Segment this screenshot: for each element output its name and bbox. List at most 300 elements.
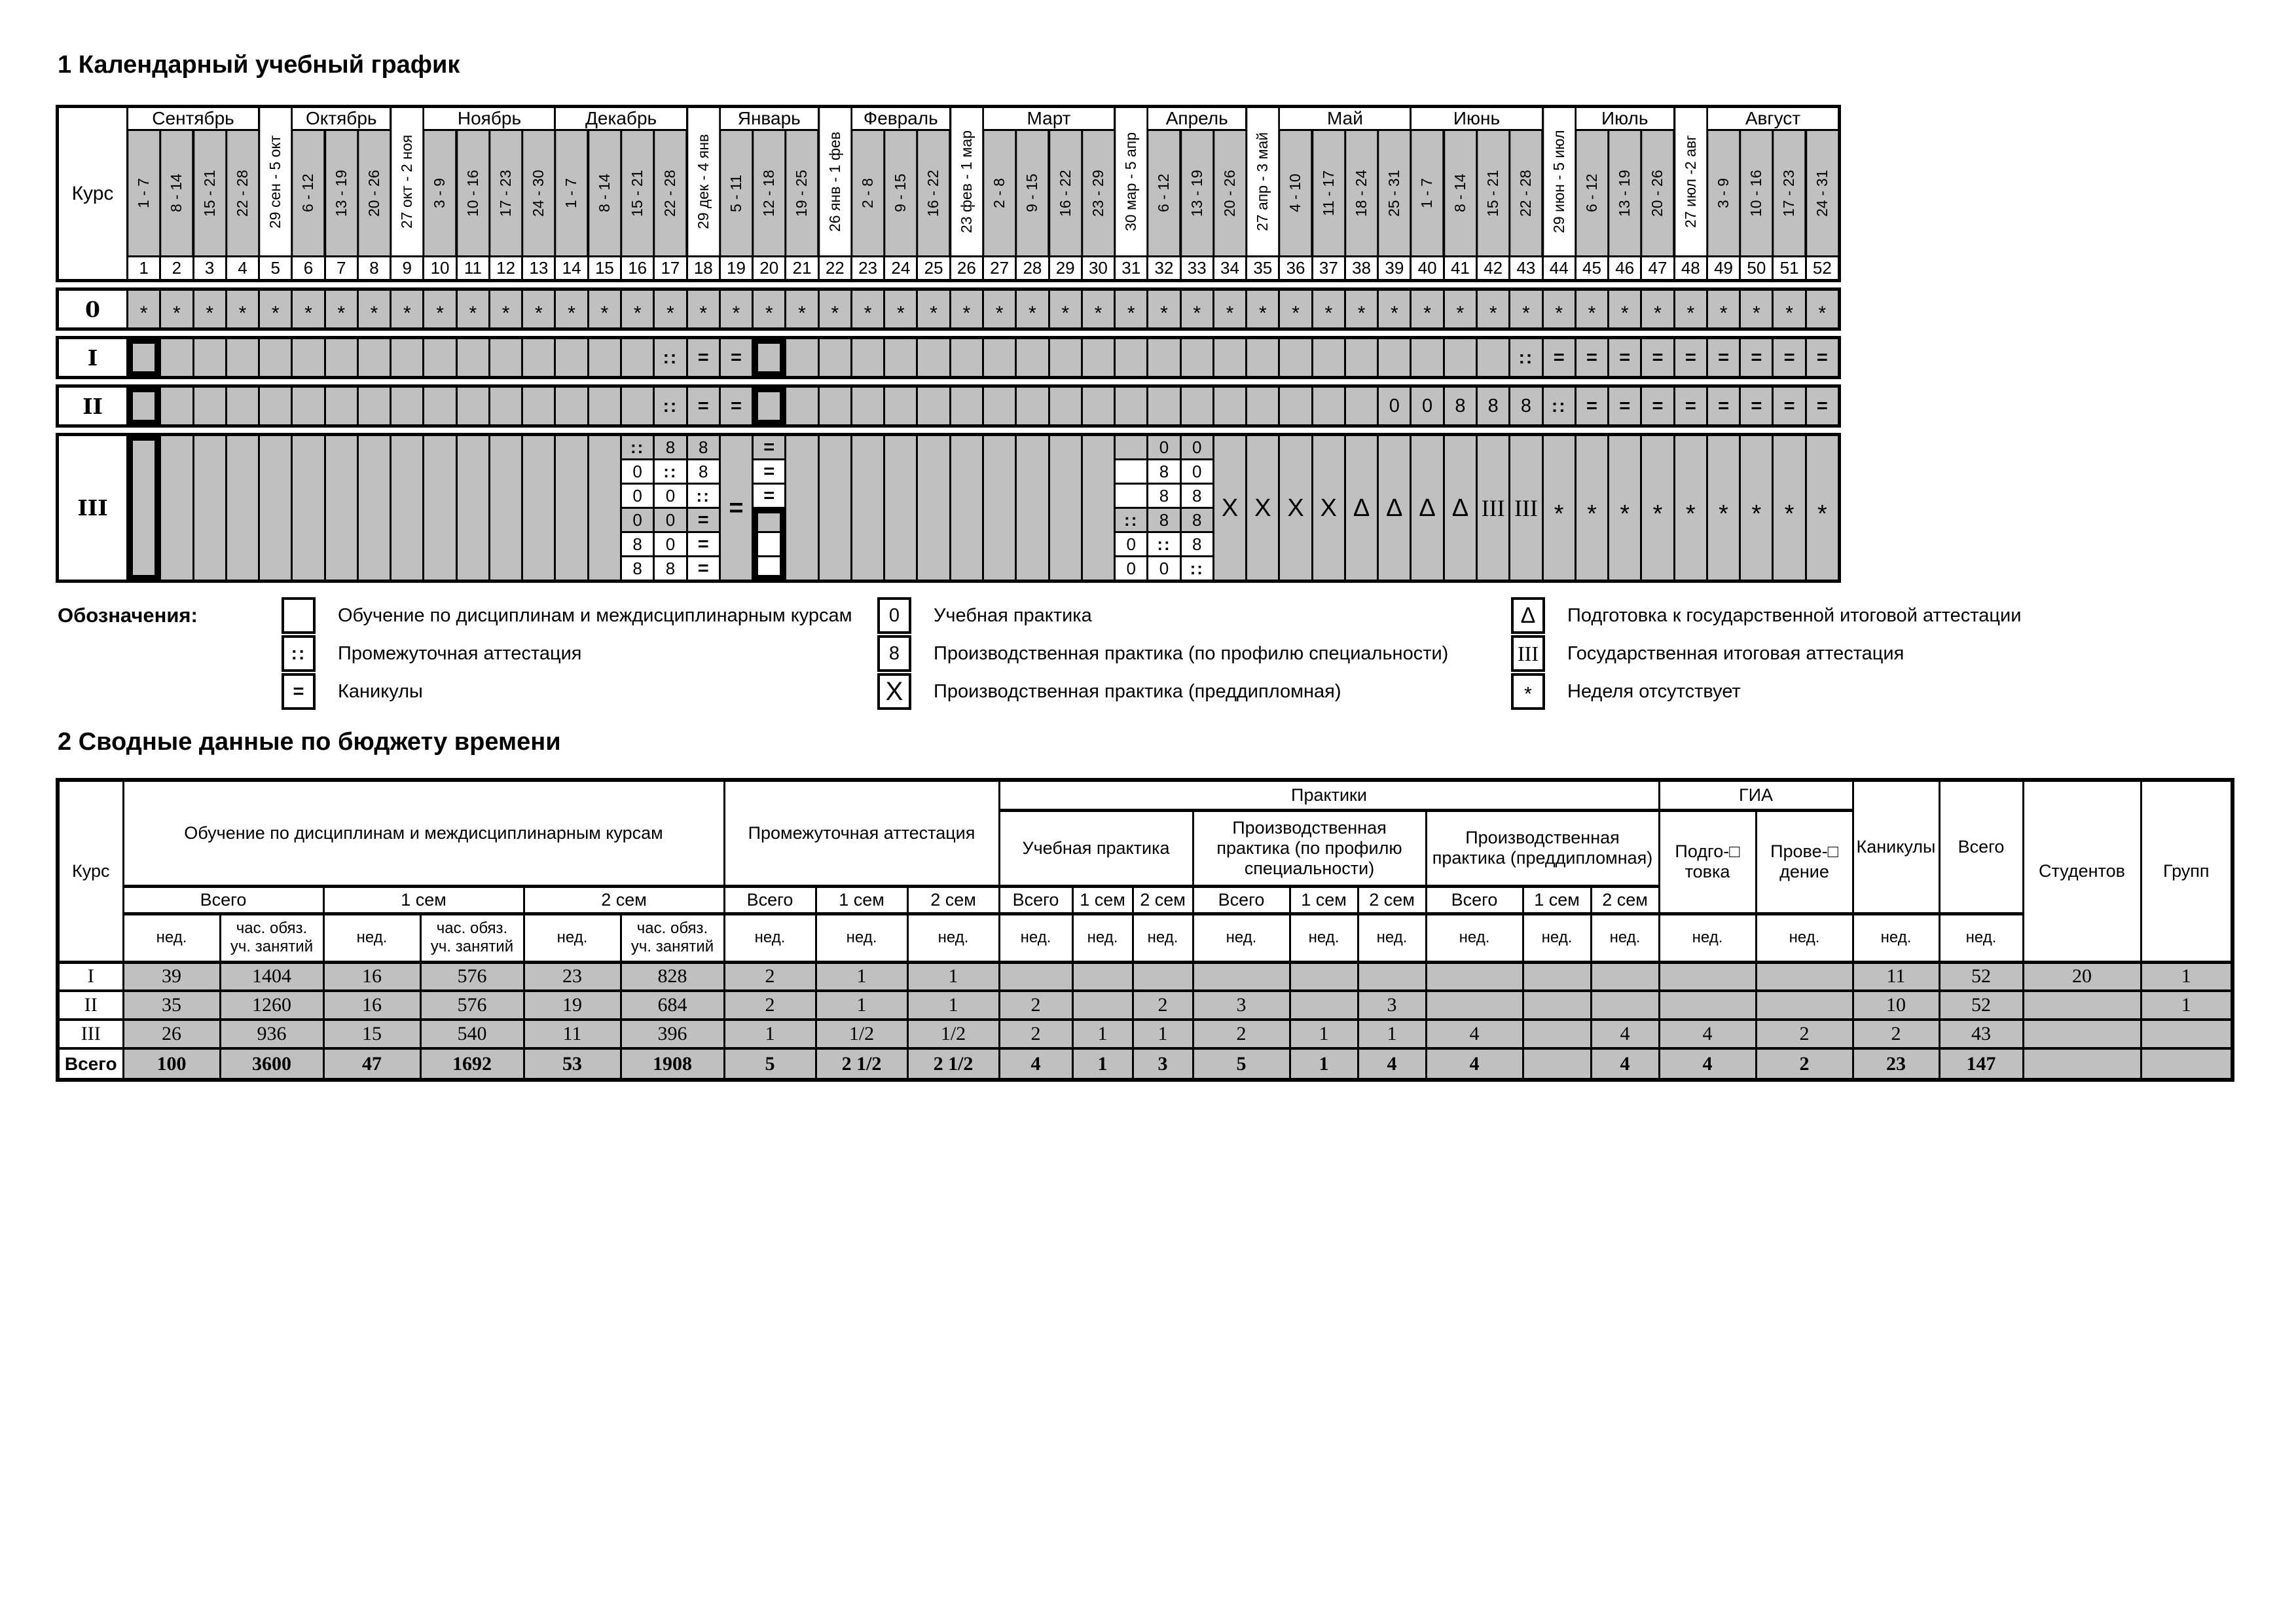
week-cell [1247,291,1278,327]
week-number: 17 [655,257,685,279]
calendar-table [56,105,1841,583]
week-cell [1807,436,1838,580]
section-title-calendar: 1 Календарный учебный график [58,51,460,79]
week-number: 50 [1741,257,1772,279]
week-symbol: * [1061,303,1069,325]
week-cell [1379,291,1410,327]
summary-value-cell: 16 [323,962,420,991]
summary-value-cell: 2 [1756,1020,1853,1048]
week-cell [1017,388,1048,424]
summary-value-cell: 52 [1939,991,2023,1020]
week-cell [688,460,719,483]
week-cell [128,339,159,376]
summary-value-cell: 4 [1659,1020,1756,1048]
week-symbol: * [1587,500,1597,528]
legend-label: Каникулы [338,680,423,702]
summary-value-cell: 4 [1591,1048,1659,1080]
week-cell [523,339,554,376]
week-cell [424,436,455,580]
summary-header-cell: нед. [1072,913,1133,962]
week-cell [227,291,258,327]
month-header: Январь [721,108,818,129]
week-cell [1346,388,1377,424]
week-symbol: = [1718,395,1730,416]
week-cell [490,436,521,580]
summary-value-cell: 1 [2141,991,2232,1020]
week-number: 42 [1478,257,1508,279]
week-number: 38 [1346,257,1377,279]
summary-value-cell: 1 [1072,1020,1133,1048]
week-symbol: * [1719,500,1728,528]
summary-value-cell: 5 [724,1048,816,1080]
week-number: 48 [1675,257,1706,279]
week-symbol: * [1292,303,1300,325]
week-cell [1050,339,1081,376]
week-cell [589,436,620,580]
summary-value-cell [1523,991,1591,1020]
week-cell [523,436,554,580]
summary-value-cell [1756,962,1853,991]
week-dates: 2 - 8 [852,131,883,255]
week-cell [1148,485,1179,507]
week-symbol: * [469,303,477,325]
week-cell [984,339,1015,376]
week-symbol: 0 [632,462,642,481]
week-cell [194,436,225,580]
summary-value-cell [1591,962,1659,991]
week-number: 2 [161,257,192,279]
week-dates: 13 - 19 [1609,131,1640,255]
legend-title: Обозначения: [58,604,198,627]
week-dates: 18 - 24 [1346,131,1377,255]
week-cell [589,388,620,424]
week-cell [1083,388,1114,424]
summary-value-cell [999,962,1072,991]
week-symbol: X [1254,494,1271,522]
week-cell [688,388,719,424]
summary-value-cell [1072,991,1133,1020]
legend-label: Государственная итоговая аттестация [1567,642,1904,664]
summary-header-cell: нед. [123,913,220,962]
week-dates: 2 - 8 [984,131,1015,255]
week-cell [688,557,719,580]
week-dates: 20 - 26 [1642,131,1673,255]
summary-course-cell: II [58,991,123,1020]
week-cell [1708,388,1739,424]
summary-value-cell: 540 [420,1020,524,1048]
week-symbol: * [864,303,872,325]
week-dates: 13 - 19 [326,131,357,255]
summary-value-cell: 936 [220,1020,323,1048]
week-cell [1544,339,1575,376]
week-cell [326,388,357,424]
week-symbol: * [1785,303,1793,325]
week-cell [1478,388,1508,424]
week-number: 26 [951,257,982,279]
week-cell [1083,339,1114,376]
week-cell [293,388,323,424]
week-number: 43 [1510,257,1541,279]
summary-value-cell: 19 [524,991,621,1020]
legend-label: Промежуточная аттестация [338,642,582,664]
week-cell [1412,339,1442,376]
week-number: 45 [1576,257,1607,279]
week-cell [951,388,982,424]
week-dates: 15 - 21 [1478,131,1508,255]
week-symbol: III [1514,494,1538,521]
summary-header-cell: Производственная практика (преддипломная) [1426,810,1659,886]
summary-value-cell: 5 [1193,1048,1290,1080]
calendar-header-grid [56,105,1841,282]
summary-header-cell: нед. [724,913,816,962]
week-cell [1544,436,1575,580]
week-cell [194,291,225,327]
summary-header-cell: Студентов [2023,780,2141,962]
week-cell [1741,388,1772,424]
summary-value-cell [1523,962,1591,991]
week-cell [260,291,291,327]
week-cell [655,485,685,507]
week-dates: 20 - 26 [1214,131,1245,255]
week-number: 31 [1116,257,1146,279]
summary-value-cell: 4 [1659,1048,1756,1080]
summary-value-cell [1290,991,1358,1020]
week-dates: 6 - 12 [293,131,323,255]
week-symbol: = [697,557,709,579]
week-symbol: 8 [1159,486,1169,506]
week-cell [1807,339,1838,376]
week-number: 13 [523,257,554,279]
week-cell [1182,557,1212,580]
week-symbol: 8 [698,462,708,481]
week-cell [556,339,587,376]
summary-value-cell: 4 [1426,1048,1523,1080]
week-cell [1148,557,1179,580]
legend-item [1511,599,2021,632]
month-header: Сентябрь [128,108,258,129]
summary-value-cell: 4 [1591,1020,1659,1048]
month-header: Июнь [1412,108,1541,129]
summary-value-cell [1072,962,1133,991]
week-dates: 24 - 30 [523,131,554,255]
summary-header-cell: час. обяз. уч. занятий [220,913,323,962]
week-number: 20 [754,257,784,279]
summary-value-cell [1426,991,1523,1020]
week-cell [1379,436,1410,580]
summary-header-cell: час. обяз. уч. занятий [420,913,524,962]
week-symbol: Δ [1353,494,1370,522]
week-cell [1708,436,1739,580]
week-cell [622,460,653,483]
month-header: Май [1280,108,1410,129]
summary-header-cell: Учебная практика [999,810,1193,886]
week-cell [655,291,685,327]
week-cell [1148,291,1179,327]
week-cell [721,436,752,580]
summary-value-cell: 2 [1193,1020,1290,1048]
week-cell [622,291,653,327]
summary-header-cell: 2 сем [1358,886,1426,913]
legend-label: Неделя отсутствует [1567,680,1741,702]
week-cell [490,388,521,424]
week-symbol: * [1752,303,1760,325]
week-dates: 17 - 23 [1774,131,1804,255]
month-header: Август [1708,108,1838,129]
week-symbol: 0 [1389,395,1400,416]
summary-value-cell: 100 [123,1048,220,1080]
week-symbol: 0 [665,510,676,530]
week-number: 22 [820,257,850,279]
week-dates: 1 - 7 [1412,131,1442,255]
summary-value-cell [1659,991,1756,1020]
week-symbol: * [798,303,806,325]
summary-value-cell: 4 [1426,1020,1523,1048]
week-cell [128,291,159,327]
week-number: 52 [1807,257,1838,279]
legend-label: Учебная практика [934,604,1092,626]
week-symbol: * [1160,303,1168,325]
summary-value-cell: 43 [1939,1020,2023,1048]
month-header: Октябрь [293,108,390,129]
legend-group-3 [1511,599,2021,713]
week-cell [688,436,719,458]
summary-value-cell: 1 [2141,962,2232,991]
week-symbol: = [1652,395,1664,416]
week-symbol: * [173,303,181,325]
week-cell [1741,291,1772,327]
month-header: Июль [1576,108,1673,129]
week-cell [556,388,587,424]
week-cell [227,388,258,424]
week-cell [655,557,685,580]
week-symbol: 0 [632,510,642,530]
week-symbol: = [1586,395,1597,416]
week-cell [458,388,488,424]
week-symbol: 8 [632,534,642,554]
week-symbol: * [1751,500,1762,528]
summary-header-cell: 1 сем [1290,886,1358,913]
week-cell [918,436,949,580]
week-symbol: * [1620,303,1629,325]
week-cell [1642,436,1673,580]
week-cell [721,339,752,376]
week-cell [1412,291,1442,327]
week-symbol: 8 [1159,510,1169,530]
week-cell [1148,460,1179,483]
week-number: 6 [293,257,323,279]
week-cell [293,291,323,327]
summary-value-cell: 23 [1853,1048,1939,1080]
summary-value-cell: 4 [999,1048,1072,1080]
week-cell [1346,436,1377,580]
week-symbol: 0 [1159,437,1169,457]
week-dates: 8 - 14 [1445,131,1476,255]
week-number: 15 [589,257,620,279]
section-title-summary: 2 Сводные данные по бюджету времени [58,728,561,756]
week-cell [1346,291,1377,327]
summary-header-cell: Промежуточная аттестация [724,780,999,886]
week-symbol: :: [663,462,678,481]
legend-symbol-box [1511,673,1545,710]
week-symbol: * [1423,303,1431,325]
week-cell [490,291,521,327]
summary-course-cell: III [58,1020,123,1048]
summary-header-cell: 1 сем [323,886,524,913]
week-cell [458,291,488,327]
week-cell [326,436,357,580]
week-cell [1247,436,1278,580]
week-number: 4 [227,257,258,279]
bridge-week-dates: 27 июл -2 авг [1675,108,1706,255]
week-cell [655,388,685,424]
week-cell [1017,339,1048,376]
month-header: Апрель [1148,108,1245,129]
week-cell [1510,388,1541,424]
summary-value-cell: 576 [420,962,524,991]
summary-header-cell: 1 сем [816,886,907,913]
week-cell [392,291,422,327]
week-dates: 23 - 29 [1083,131,1114,255]
week-number: 47 [1642,257,1673,279]
week-cell [1148,509,1179,531]
week-cell [688,533,719,555]
week-number: 7 [326,257,357,279]
week-symbol: :: [1551,396,1567,416]
week-cell [424,388,455,424]
week-symbol: * [501,303,510,325]
week-cell [424,291,455,327]
course-row-I [56,336,1841,379]
week-cell [1346,339,1377,376]
legend-item [1511,637,2021,670]
week-cell [885,388,916,424]
summary-header-cell: Всего [123,886,323,913]
week-symbol: * [1193,303,1201,325]
week-number: 5 [260,257,291,279]
legend-group-1 [282,599,852,713]
legend-item [877,599,1448,632]
week-cell [1445,436,1476,580]
summary-value-cell: 147 [1939,1048,2023,1080]
week-number: 32 [1148,257,1179,279]
summary-value-cell [2023,991,2141,1020]
summary-header-cell: нед. [1853,913,1939,962]
week-cell [1148,339,1179,376]
summary-value-cell [1523,1048,1591,1080]
summary-value-cell: 2 [1756,1048,1853,1080]
week-number: 3 [194,257,225,279]
summary-value-cell: 1692 [420,1048,524,1080]
week-cell [458,436,488,580]
course-row-0 [56,287,1841,331]
week-cell [1116,460,1146,483]
week-cell [1510,436,1541,580]
summary-header-cell: 2 сем [1133,886,1193,913]
week-symbol: X [1287,494,1304,522]
week-cell [1116,509,1146,531]
week-number: 21 [786,257,817,279]
summary-value-cell [1659,962,1756,991]
week-cell [1741,436,1772,580]
week-cell [458,339,488,376]
week-dates: 16 - 22 [1050,131,1081,255]
week-cell [1708,291,1739,327]
week-cell [1214,291,1245,327]
week-cell [161,291,192,327]
week-cell [1247,388,1278,424]
bridge-week-dates: 27 апр - 3 май [1247,108,1278,255]
week-symbol: :: [1124,510,1139,530]
week-dates: 17 - 23 [490,131,521,255]
week-number: 14 [556,257,587,279]
week-cell [1116,533,1146,555]
summary-header-cell: нед. [999,913,1072,962]
week-dates: 3 - 9 [424,131,455,255]
week-cell [688,485,719,507]
week-cell [1675,388,1706,424]
week-cell [1609,388,1640,424]
week-symbol: * [1654,303,1662,325]
week-symbol: 8 [1192,534,1202,554]
summary-value-cell: 2 [1133,991,1193,1020]
summary-header-cell: нед. [816,913,907,962]
week-symbol: * [1784,500,1795,528]
week-cell [918,339,949,376]
week-cell [622,485,653,507]
legend-symbol-box [282,673,316,710]
week-cell [1774,388,1804,424]
week-cell [194,339,225,376]
week-dates: 13 - 19 [1182,131,1212,255]
week-cell [1445,339,1476,376]
week-cell [622,533,653,555]
week-cell [1280,339,1311,376]
week-symbol: * [304,303,312,325]
week-symbol: * [1719,303,1728,325]
week-symbol: = [1553,346,1565,368]
week-cell [1478,291,1508,327]
week-cell [1774,339,1804,376]
summary-course-cell: I [58,962,123,991]
course-label: II [59,388,126,424]
week-cell [1050,291,1081,327]
week-symbol: * [1489,303,1497,325]
week-cell [128,388,159,424]
legend-label: Обучение по дисциплинам и междисциплинарным курсам [338,604,852,626]
week-symbol: III [1518,642,1539,665]
week-cell [1576,291,1607,327]
week-cell [293,339,323,376]
week-dates: 6 - 12 [1576,131,1607,255]
week-cell [1379,388,1410,424]
week-cell [1017,291,1048,327]
week-cell [1544,388,1575,424]
week-number: 25 [918,257,949,279]
week-dates: 25 - 31 [1379,131,1410,255]
week-cell [359,436,390,580]
week-symbol: = [1816,395,1828,416]
week-cell [754,436,784,458]
week-dates: 19 - 25 [786,131,817,255]
legend-symbol-box [282,635,316,672]
week-cell [655,339,685,376]
week-cell [556,436,587,580]
summary-value-cell: 3 [1133,1048,1193,1080]
summary-header-cell: нед. [1756,913,1853,962]
week-symbol: = [763,485,775,506]
week-cell [1182,436,1212,458]
week-symbol: * [930,303,938,325]
